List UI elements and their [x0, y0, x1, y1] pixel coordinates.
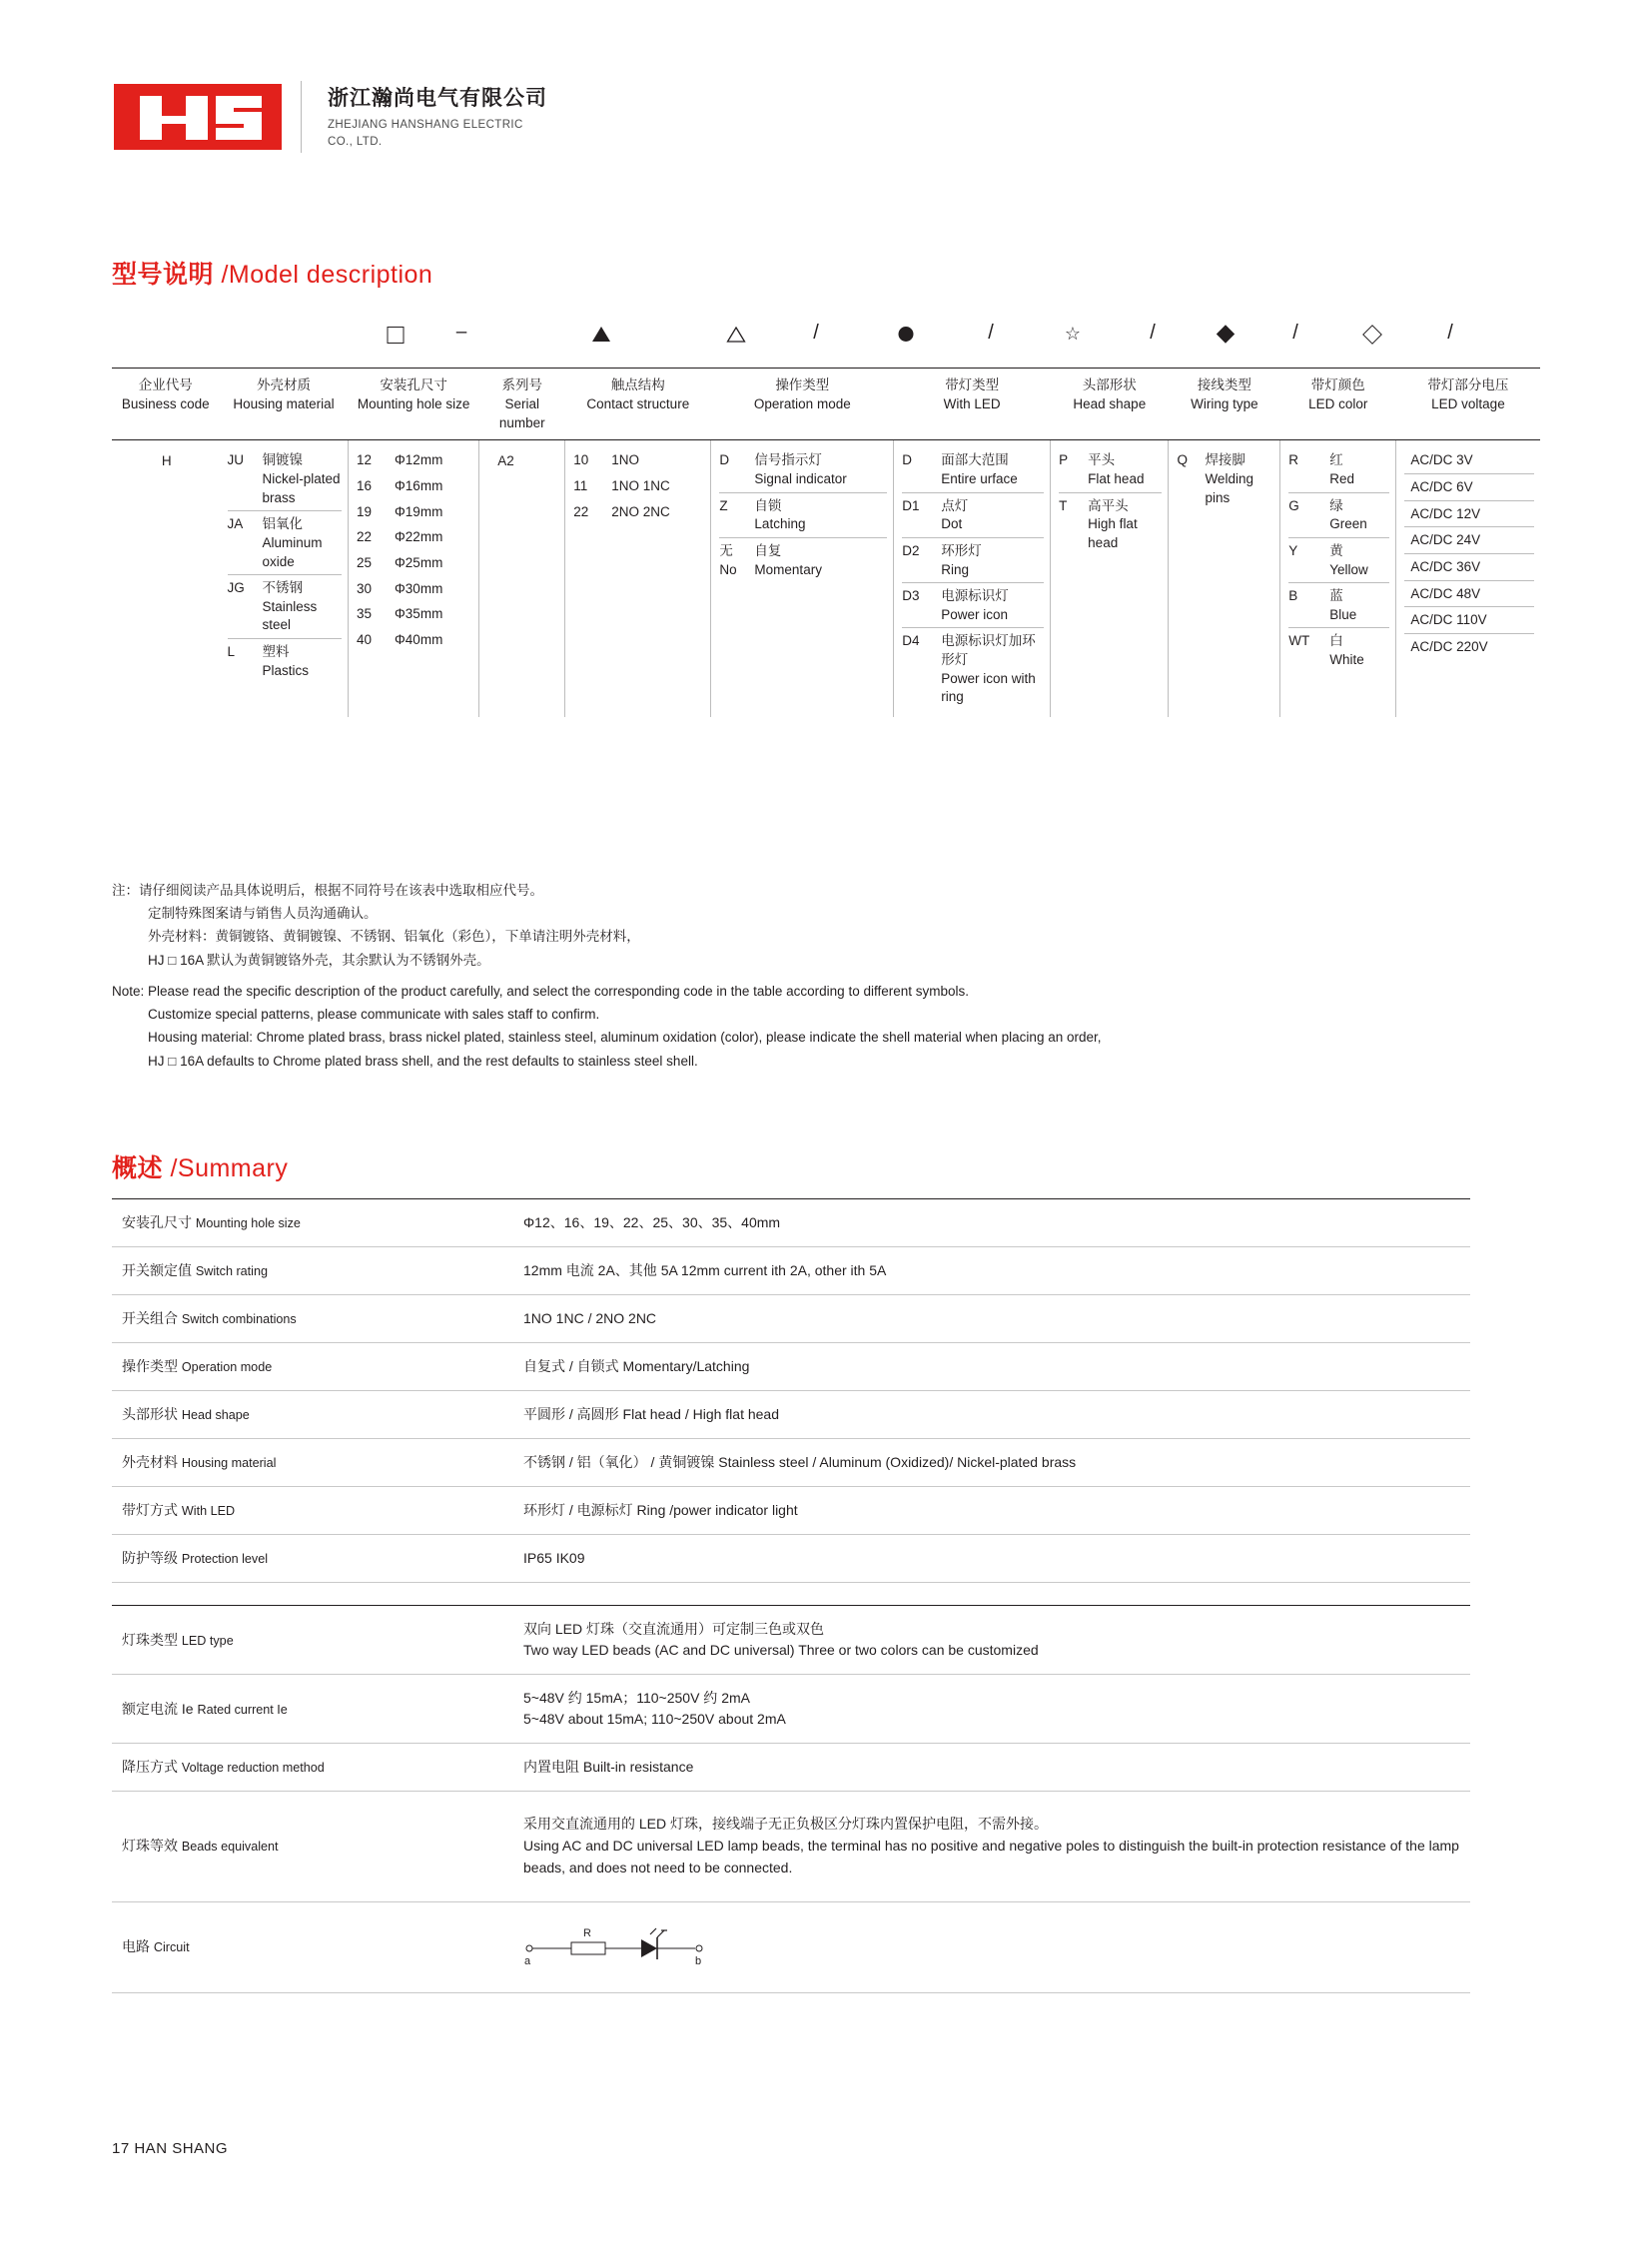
- summary-label: 安装孔尺寸 Mounting hole size: [112, 1199, 507, 1247]
- model-col-header-housing-material: 外壳材质 Housing material: [220, 369, 349, 440]
- symbol-diamond-open-icon: [1365, 328, 1379, 342]
- summary-value: IP65 IK09: [507, 1535, 1470, 1583]
- svg-text:R: R: [583, 1926, 591, 1939]
- led-color-item: WT 白 White: [1288, 633, 1364, 668]
- table-row: [112, 1343, 1470, 1391]
- summary-value: Φ12、16、19、22、25、30、35、40mm: [507, 1199, 1470, 1247]
- summary-label: 带灯方式 With LED: [112, 1487, 507, 1535]
- table-row: [112, 1744, 1470, 1792]
- symbol-dash-icon: –: [455, 322, 467, 343]
- table-row: [112, 1391, 1470, 1439]
- summary-label: 开关额定值 Switch rating: [112, 1247, 507, 1295]
- page-footer: 17 HAN SHANG: [112, 2140, 229, 2157]
- housing-material-item: JU 铜镀镍 Nickel-plated brass: [228, 447, 343, 511]
- note-en-line: Note: Please read the specific description of the product carefully, and select the corresponding code in the table according to different symbols.: [112, 983, 969, 999]
- with-led-item: D1 点灯 Dot: [902, 493, 1044, 538]
- svg-text:a: a: [524, 1954, 531, 1966]
- summary-label: 电路 Circuit: [112, 1901, 507, 1992]
- symbol-diamond-filled-icon: [1220, 328, 1233, 341]
- model-col-header-contact-structure: 触点结构 Contact structure: [565, 369, 711, 440]
- symbol-triangle-filled-icon: [592, 327, 610, 342]
- symbol-slash-5: /: [1447, 322, 1453, 344]
- contact-structure-item: 11 1NO 1NC: [573, 478, 670, 494]
- model-cell-business-code: [112, 440, 220, 717]
- model-col-header-operation-mode: 操作类型 Operation mode: [711, 369, 894, 440]
- table-row: [112, 1199, 1470, 1247]
- summary-value: 12mm 电流 2A、其他 5A 12mm current ith 2A, other ith 5A: [507, 1247, 1470, 1295]
- housing-material-item: JG 不锈钢 Stainless steel: [228, 575, 343, 639]
- summary-value: 双向 LED 灯珠（交直流通用）可定制三色或双色 Two way LED beads (AC and DC universal) Three or two colors can be customized: [507, 1606, 1470, 1675]
- mounting-hole-item: 19 Φ19mm: [357, 503, 443, 519]
- operation-mode-item: D 信号指示灯 Signal indicator: [719, 447, 887, 492]
- summary-label: 防护等级 Protection level: [112, 1535, 507, 1583]
- led-color-item: B 蓝 Blue: [1288, 583, 1389, 628]
- mounting-hole-item: 16 Φ16mm: [357, 478, 443, 494]
- note-cn-line: 外壳材料：黄铜镀铬、黄铜镀镍、不锈钢、铝氧化（彩色），下单请注明外壳材料，: [148, 929, 640, 945]
- mounting-hole-item: 35 Φ35mm: [357, 606, 443, 622]
- table-row: [112, 1247, 1470, 1295]
- symbol-slash-3: /: [1150, 322, 1156, 344]
- summary-label: 额定电流 Ie Rated current Ie: [112, 1675, 507, 1744]
- summary-label: 头部形状 Head shape: [112, 1391, 507, 1439]
- summary-label: 降压方式 Voltage reduction method: [112, 1744, 507, 1792]
- company-name-cn: 浙江瀚尚电气有限公司: [328, 86, 547, 110]
- notes-en: [112, 980, 1590, 1073]
- summary-value: 环形灯 / 电源标灯 Ring /power indicator light: [507, 1487, 1470, 1535]
- svg-text:b: b: [695, 1954, 702, 1966]
- model-cell-head-shape: [1051, 440, 1169, 717]
- operation-mode-item: Z 自锁 Latching: [719, 493, 887, 538]
- table-row: [112, 1487, 1470, 1535]
- led-voltage-item: AC/DC 12V: [1404, 501, 1534, 528]
- note-en-line: Housing material: Chrome plated brass, brass nickel plated, stainless steel, aluminum oxidation (color), please indicate the shell material when placing an order,: [148, 1030, 1102, 1046]
- model-col-header-led-voltage: 带灯部分电压 LED voltage: [1396, 369, 1540, 440]
- head-shape-item: P 平头 Flat head: [1059, 447, 1162, 492]
- model-cell-serial-number: [479, 440, 565, 717]
- summary-value: 不锈钢 / 铝（氧化） / 黄铜镀镍 Stainless steel / Aluminum (Oxidized)/ Nickel-plated brass: [507, 1439, 1470, 1487]
- table-row: [112, 1439, 1470, 1487]
- model-col-header-led-color: 带灯颜色 LED color: [1280, 369, 1396, 440]
- mounting-hole-item: 30 Φ30mm: [357, 580, 443, 596]
- led-voltage-item: AC/DC 110V: [1404, 607, 1534, 634]
- section-title-model: [112, 255, 432, 291]
- symbol-square-icon: [388, 327, 405, 344]
- model-table-header-row: [112, 369, 1540, 440]
- business-code-value: H: [161, 453, 172, 469]
- led-voltage-item: AC/DC 3V: [1404, 447, 1534, 474]
- note-cn-line: 注：请仔细阅读产品具体说明后，根据不同符号在该表中选取相应代号。: [112, 883, 543, 898]
- company-name-block: [328, 84, 547, 151]
- summary-value: 自复式 / 自锁式 Momentary/Latching: [507, 1343, 1470, 1391]
- section-title-summary: [112, 1148, 288, 1184]
- section-title-model-cn: 型号说明: [112, 261, 222, 289]
- contact-structure-item: 22 2NO 2NC: [573, 503, 670, 519]
- led-voltage-item: AC/DC 24V: [1404, 527, 1534, 554]
- serial-number-value: A2: [497, 453, 514, 469]
- summary-value: 平圆形 / 高圆形 Flat head / High flat head: [507, 1391, 1470, 1439]
- section-title-summary-cn: 概述: [112, 1154, 171, 1182]
- model-col-header-business-code: 企业代号 Business code: [112, 369, 220, 440]
- mounting-hole-item: 25 Φ25mm: [357, 554, 443, 570]
- mounting-hole-item: 22 Φ22mm: [357, 529, 443, 545]
- summary-value: 内置电阻 Built-in resistance: [507, 1744, 1470, 1792]
- summary-label: 操作类型 Operation mode: [112, 1343, 507, 1391]
- table-row: [112, 1901, 1470, 1992]
- company-logo: [112, 78, 287, 156]
- contact-structure-item: 10 1NO: [573, 452, 639, 468]
- with-led-item: D4 电源标识灯加环形灯 Power icon with ring: [902, 633, 1036, 705]
- note-cn-line: HJ □ 16A 默认为黄铜镀铬外壳，其余默认为不锈钢外壳。: [148, 952, 490, 968]
- symbol-slash-1: /: [813, 322, 819, 344]
- summary-value: 5~48V 约 15mA；110~250V 约 2mA 5~48V about 15mA; 110~250V about 2mA: [507, 1675, 1470, 1744]
- head-shape-item: T 高平头 High flat head: [1059, 497, 1138, 550]
- section-title-summary-en: /Summary: [170, 1154, 289, 1182]
- led-voltage-item: AC/DC 48V: [1404, 581, 1534, 608]
- with-led-item: D2 环形灯 Ring: [902, 538, 1044, 583]
- led-color-item: G 绿 Green: [1288, 493, 1389, 538]
- model-cell-led-voltage: [1396, 440, 1540, 717]
- model-col-header-wiring-type: 接线类型 Wiring type: [1169, 369, 1280, 440]
- symbol-slash-2: /: [988, 322, 994, 344]
- model-cell-operation-mode: [711, 440, 894, 717]
- model-cell-mounting-hole-size: [349, 440, 479, 717]
- table-row: [112, 1675, 1470, 1744]
- notes-block: [112, 879, 1590, 1073]
- model-table-body-row: [112, 440, 1540, 717]
- housing-material-item: L 塑料 Plastics: [227, 644, 310, 678]
- table-row: [112, 1792, 1470, 1902]
- company-name-en-line2: CO., LTD.: [328, 135, 383, 148]
- note-en-line: Customize special patterns, please communicate with sales staff to confirm.: [148, 1007, 600, 1023]
- led-voltage-item: AC/DC 220V: [1410, 638, 1488, 654]
- led-voltage-item: AC/DC 6V: [1404, 474, 1534, 501]
- symbol-circle-filled-icon: [899, 327, 914, 342]
- symbol-row: [112, 315, 1540, 355]
- summary-value: 1NO 1NC / 2NO 2NC: [507, 1295, 1470, 1343]
- model-col-header-mounting-hole-size: 安装孔尺寸 Mounting hole size: [349, 369, 479, 440]
- notes-cn: [112, 879, 1590, 972]
- with-led-item: D3 电源标识灯 Power icon: [902, 583, 1044, 628]
- note-en-line: HJ □ 16A defaults to Chrome plated brass shell, and the rest defaults to stainless steel shell.: [148, 1053, 698, 1069]
- table-spacer-row: [112, 1583, 1470, 1606]
- led-voltage-item: AC/DC 36V: [1404, 554, 1534, 581]
- summary-table: [112, 1198, 1470, 1993]
- mounting-hole-item: 40 Φ40mm: [357, 631, 443, 647]
- housing-material-item: JA 铝氧化 Aluminum oxide: [228, 511, 343, 575]
- symbol-star-icon: ☆: [1064, 324, 1082, 344]
- model-col-header-head-shape: 头部形状 Head shape: [1051, 369, 1169, 440]
- table-row: [112, 1535, 1470, 1583]
- wiring-type-item: Q 焊接脚 Welding pins: [1177, 452, 1253, 505]
- model-description-table: [112, 368, 1540, 717]
- model-cell-contact-structure: [565, 440, 711, 717]
- summary-label: 开关组合 Switch combinations: [112, 1295, 507, 1343]
- model-cell-led-color: [1280, 440, 1396, 717]
- model-col-header-with-led: 带灯类型 With LED: [894, 369, 1051, 440]
- company-name-en: [328, 117, 547, 150]
- led-color-item: Y 黄 Yellow: [1288, 538, 1389, 583]
- symbol-triangle-open-icon: [727, 327, 746, 348]
- symbol-slash-4: /: [1292, 322, 1298, 344]
- note-cn-line: 定制特殊图案请与销售人员沟通确认。: [148, 906, 378, 922]
- led-color-item: R 红 Red: [1288, 447, 1389, 492]
- table-row: [112, 1295, 1470, 1343]
- model-cell-housing-material: [220, 440, 349, 717]
- summary-label: 外壳材料 Housing material: [112, 1439, 507, 1487]
- company-name-en-line1: ZHEJIANG HANSHANG ELECTRIC: [328, 119, 523, 132]
- model-cell-with-led: [894, 440, 1051, 717]
- section-title-model-en: /Model description: [221, 261, 433, 289]
- document-header: [112, 78, 547, 156]
- model-col-header-serial-number: 系列号 Serial number: [479, 369, 565, 440]
- summary-label: 灯珠等效 Beads equivalent: [112, 1792, 507, 1902]
- table-row: [112, 1606, 1470, 1675]
- with-led-item: D 面部大范围 Entire urface: [902, 447, 1044, 492]
- circuit-diagram: [507, 1901, 1470, 1992]
- mounting-hole-item: 12 Φ12mm: [357, 452, 443, 468]
- operation-mode-item: 无 No 自复 Momentary: [719, 542, 822, 577]
- header-divider: [301, 81, 302, 153]
- model-cell-wiring-type: [1169, 440, 1280, 717]
- summary-label: 灯珠类型 LED type: [112, 1606, 507, 1675]
- summary-value: 采用交直流通用的 LED 灯珠，接线端子无正负极区分灯珠内置保护电阻，不需外接。 Using AC and DC universal LED lamp beads, the terminal has no positive and negative poles to distinguish the built-in protection resistance of the lamp beads, and does not need to be connected.: [507, 1792, 1470, 1902]
